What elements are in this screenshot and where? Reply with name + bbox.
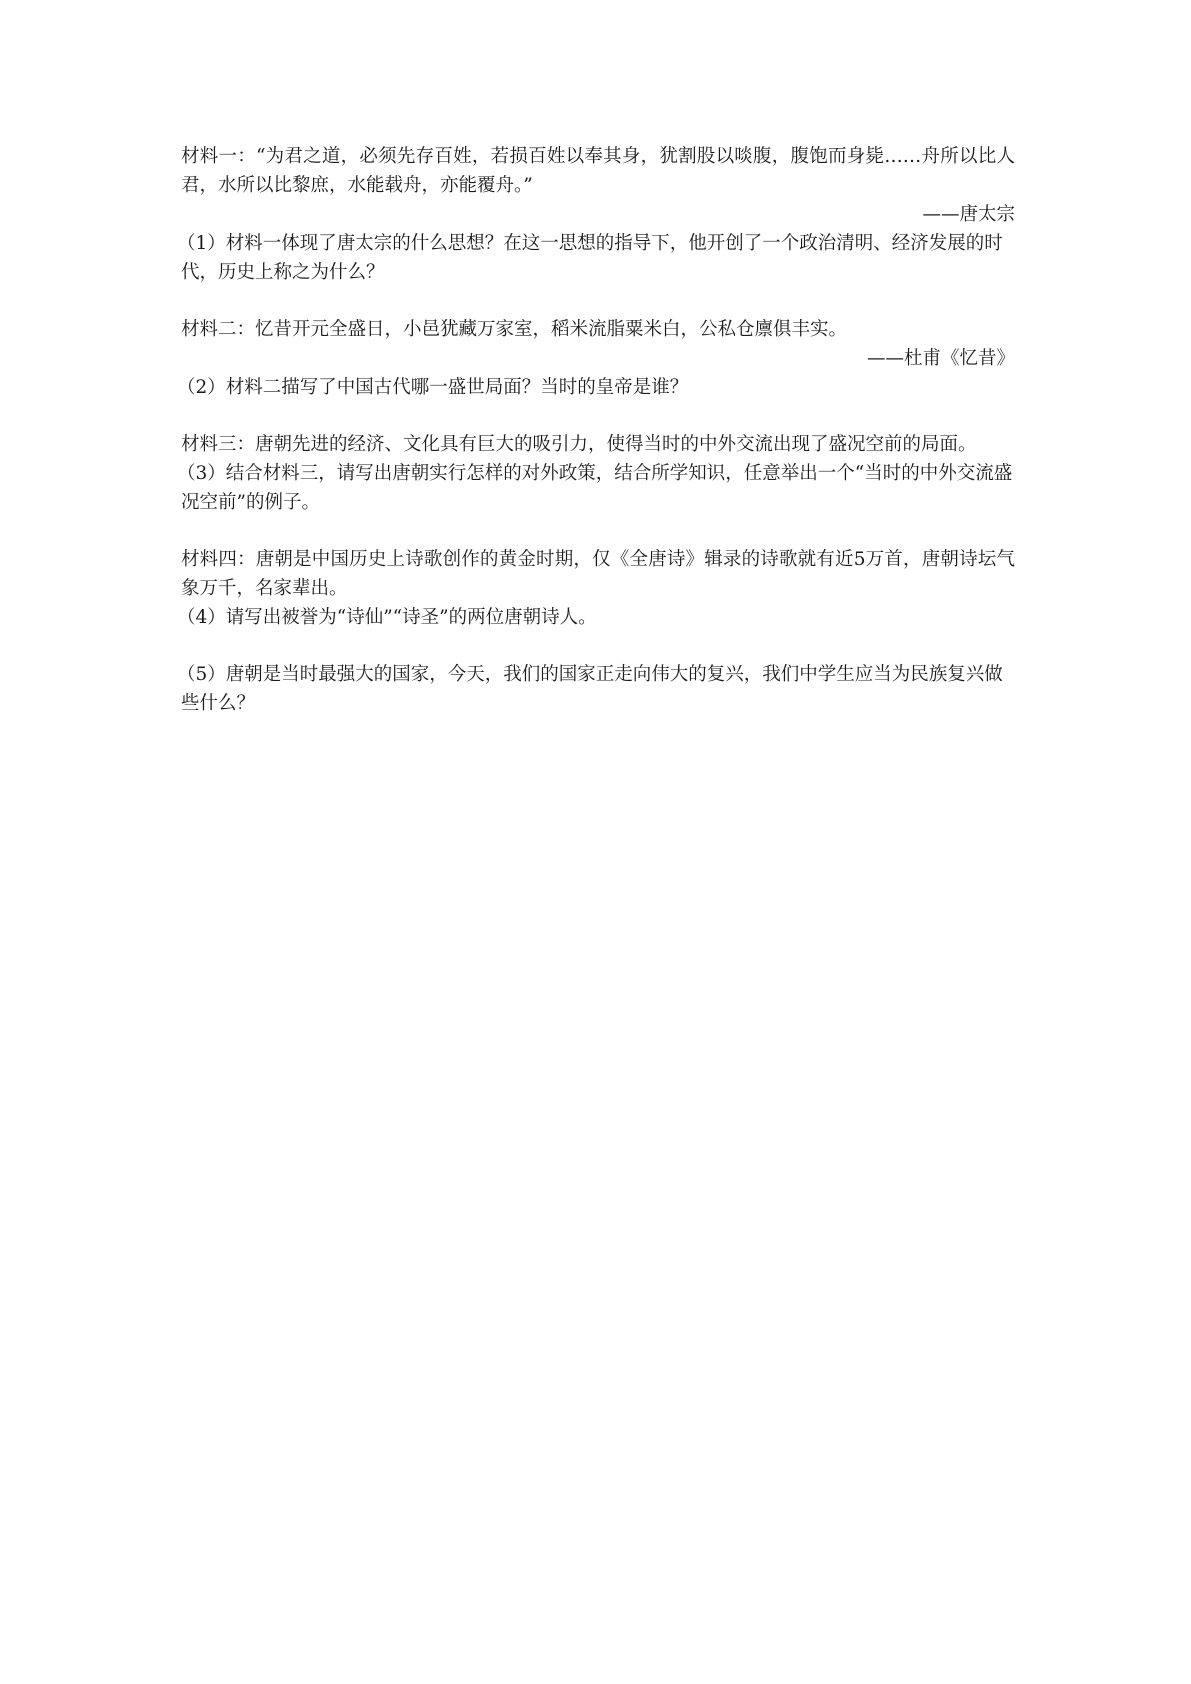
material-3-text: 材料三：唐朝先进的经济、文化具有巨大的吸引力，使得当时的中外交流出现了盛况空前的局面。: [181, 434, 977, 455]
material-4-text: 材料四：唐朝是中国历史上诗歌创作的黄金时期，仅《全唐诗》辑录的诗歌就有近5万首，唐朝诗坛气象万千，名家辈出。: [181, 549, 1015, 599]
question-3: （3）结合材料三，请写出唐朝实行怎样的对外政策，结合所学知识，任意举出一个“当时的中外交流盛况空前”的例子。: [177, 463, 1013, 513]
spacer: [181, 632, 1015, 660]
material-2-text: 材料二：忆昔开元全盛日，小邑犹藏万家室，稻米流脂粟米白，公私仓廪俱丰实。: [181, 319, 848, 340]
spacer: [181, 402, 1015, 430]
spacer: [181, 517, 1015, 545]
question-content: [177, 142, 1015, 718]
material-1-source: ——唐太宗: [922, 204, 1015, 225]
spacer: [181, 287, 1015, 315]
question-4: （4）请写出被誉为“诗仙”“诗圣”的两位唐朝诗人。: [177, 607, 597, 628]
question-2: （2）材料二描写了中国古代哪一盛世局面？当时的皇帝是谁？: [177, 377, 689, 398]
question-1: （1）材料一体现了唐太宗的什么思想？在这一思想的指导下，他开创了一个政治清明、经济发展的时代，历史上称之为什么？: [177, 233, 1003, 283]
material-2-source: ——杜甫《忆昔》: [866, 348, 1015, 369]
material-1-text: 材料一：“为君之道，必须先存百姓，若损百姓以奉其身，犹割股以啖腹，腹饱而身毙……舟所以比人君，水所以比黎庶，水能载舟，亦能覆舟。”: [181, 146, 1015, 196]
question-5: （5）唐朝是当时最强大的国家，今天，我们的国家正走向伟大的复兴，我们中学生应当为民族复兴做些什么？: [177, 664, 1003, 714]
